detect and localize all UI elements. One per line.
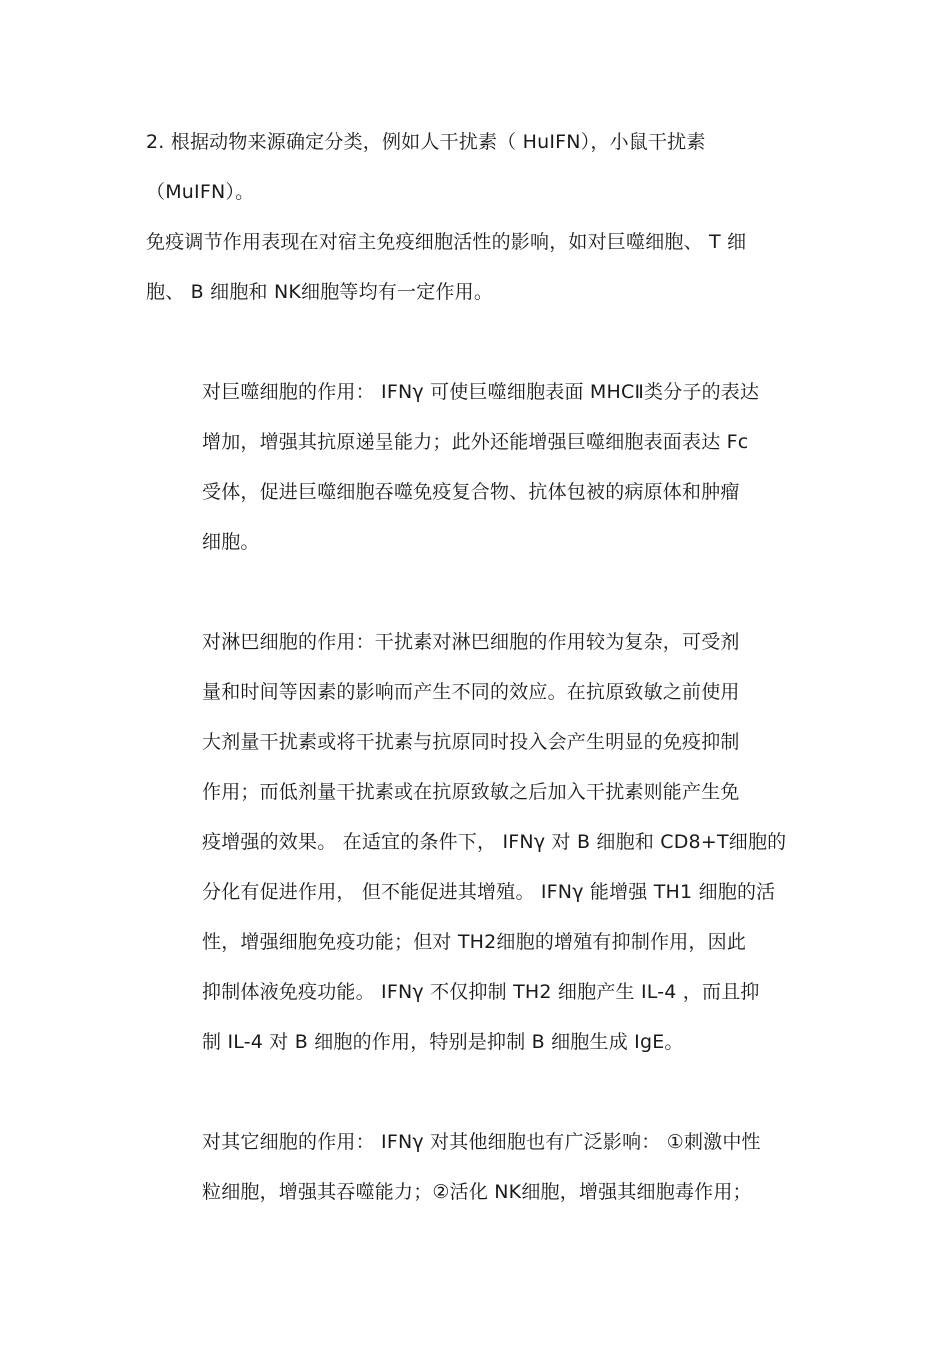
lymphocyte-line-9: 制 IL-4 对 B 细胞的作用，特别是抑制 B 细胞生成 IgE。 (202, 1031, 684, 1053)
lymphocyte-line-5: 疫增强的效果。 在适宜的条件下， IFNγ 对 B 细胞和 CD8+T细胞的 (202, 831, 787, 853)
macrophage-line-2: 增加，增强其抗原递呈能力；此外还能增强巨噬细胞表面表达 Fc (202, 431, 749, 453)
lymphocyte-line-6: 分化有促进作用， 但不能促进其增殖。 IFNγ 能增强 TH1 细胞的活 (202, 881, 776, 903)
macrophage-line-1: 对巨噬细胞的作用： IFNγ 可使巨噬细胞表面 MHCⅡ类分子的表达 (202, 381, 760, 403)
intro-line-2: （MuIFN）。 (146, 181, 255, 203)
other-line-1: 对其它细胞的作用： IFNγ 对其他细胞也有广泛影响： ①刺激中性 (202, 1131, 761, 1153)
lymphocyte-line-8: 抑制体液免疫功能。 IFNγ 不仅抑制 TH2 细胞产生 IL-4 ，而且抑 (202, 981, 760, 1003)
lymphocyte-line-3: 大剂量干扰素或将干扰素与抗原同时投入会产生明显的免疫抑制 (202, 731, 740, 753)
lymphocyte-line-2: 量和时间等因素的影响而产生不同的效应。在抗原致敏之前使用 (202, 681, 740, 703)
intro-line-4: 胞、 B 细胞和 NK细胞等均有一定作用。 (146, 281, 494, 303)
intro-line-1: 2. 根据动物来源确定分类，例如人干扰素（ HuIFN），小鼠干扰素 (146, 131, 706, 153)
other-line-2: 粒细胞，增强其吞噬能力；②活化 NK细胞，增强其细胞毒作用； (202, 1181, 752, 1203)
lymphocyte-line-7: 性，增强细胞免疫功能；但对 TH2细胞的增殖有抑制作用，因此 (202, 931, 747, 953)
lymphocyte-line-4: 作用；而低剂量干扰素或在抗原致敏之后加入干扰素则能产生免 (202, 781, 740, 803)
macrophage-line-3: 受体，促进巨噬细胞吞噬免疫复合物、抗体包被的病原体和肿瘤 (202, 481, 740, 503)
lymphocyte-line-1: 对淋巴细胞的作用：干扰素对淋巴细胞的作用较为复杂，可受剂 (202, 631, 740, 653)
macrophage-line-4: 细胞。 (202, 531, 260, 553)
intro-line-3: 免疫调节作用表现在对宿主免疫细胞活性的影响，如对巨噬细胞、 T 细 (146, 231, 747, 253)
